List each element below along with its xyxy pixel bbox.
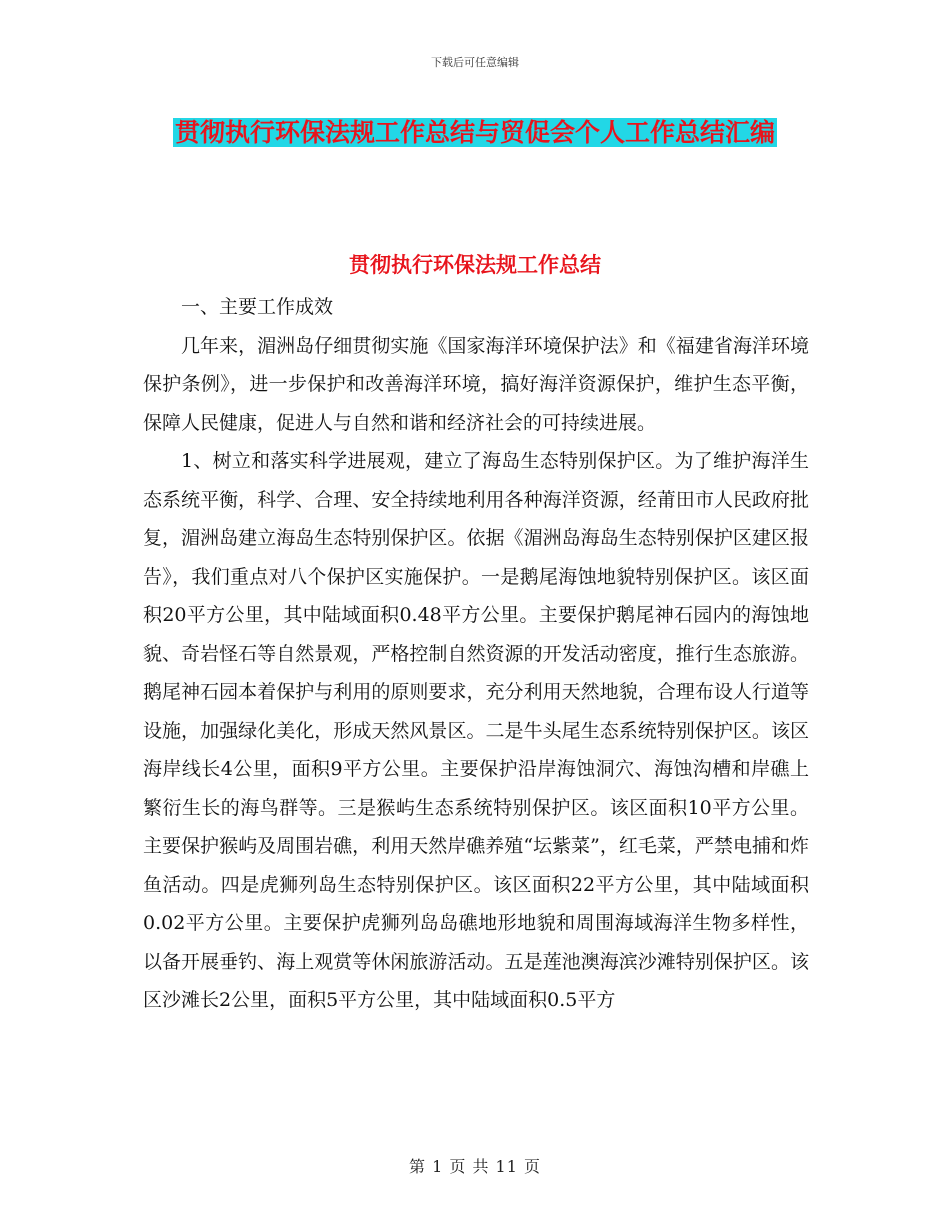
section-heading: 一、主要工作成效 [181, 296, 334, 318]
paragraph: 1、树立和落实科学进展观，建立了海岛生态特别保护区。为了维护海洋生态系统平衡，科学、合理、安全持续地利用各种海洋资源，经莆田市人民政府批复，湄洲岛建立海岛生态特别保护区。依据《湄洲岛海岛生态特别保护区建区报告》，我们重点对八个保护区实施保护。一是鹅尾海蚀地貌特别保护区。该区面积20平方公里，其中陆域面积0.48平方公里。主要保护鹅尾神石园内的海蚀地貌、奇岩怪石等自然景观，严格控制自然资源的开发活动密度，推行生态旅游。鹅尾神石园本着保护与利用的原则要求，充分利用天然地貌，合理布设人行道等设施，加强绿化美化，形成天然风景区。二是牛头尾生态系统特别保护区。该区海岸线长4公里，面积9平方公里。主要保护沿岸海蚀洞穴、海蚀沟槽和岸礁上繁衍生长的海鸟群等。三是猴屿生态系统特别保护区。该区面积10平方公里。主要保护猴屿及周围岩礁，利用天然岸礁养殖“坛紫菜”，红毛菜，严禁电捕和炸鱼活动。四是虎狮列岛生态特别保护区。该区面积22平方公里，其中陆域面积0.02平方公里。主要保护虎狮列岛岛礁地形地貌和周围海域海洋生物多样性，以备开展垂钓、海上观赏等休闲旅游活动。五是莲池澳海滨沙滩特别保护区。该区沙滩长2公里，面积5平方公里，其中陆域面积0.5平方 [143, 450, 809, 1011]
paragraph: 几年来，湄洲岛仔细贯彻实施《国家海洋环境保护法》和《福建省海洋环境保护条例》，进一步保护和改善海洋环境，搞好海洋资源保护，维护生态平衡，保障人民健康，促进人与自然和谐和经济社会的可持续进展。 [143, 334, 809, 434]
document-body [143, 288, 809, 1020]
section-title: 贯彻执行环保法规工作总结 [349, 253, 601, 277]
document-title [140, 112, 810, 154]
document-title-text: 贯彻执行环保法规工作总结与贸促会个人工作总结汇编 [174, 118, 775, 147]
header-note: 下载后可任意编辑 [431, 56, 519, 69]
page-footer: 第 1 页 共 11 页 [409, 1157, 541, 1176]
